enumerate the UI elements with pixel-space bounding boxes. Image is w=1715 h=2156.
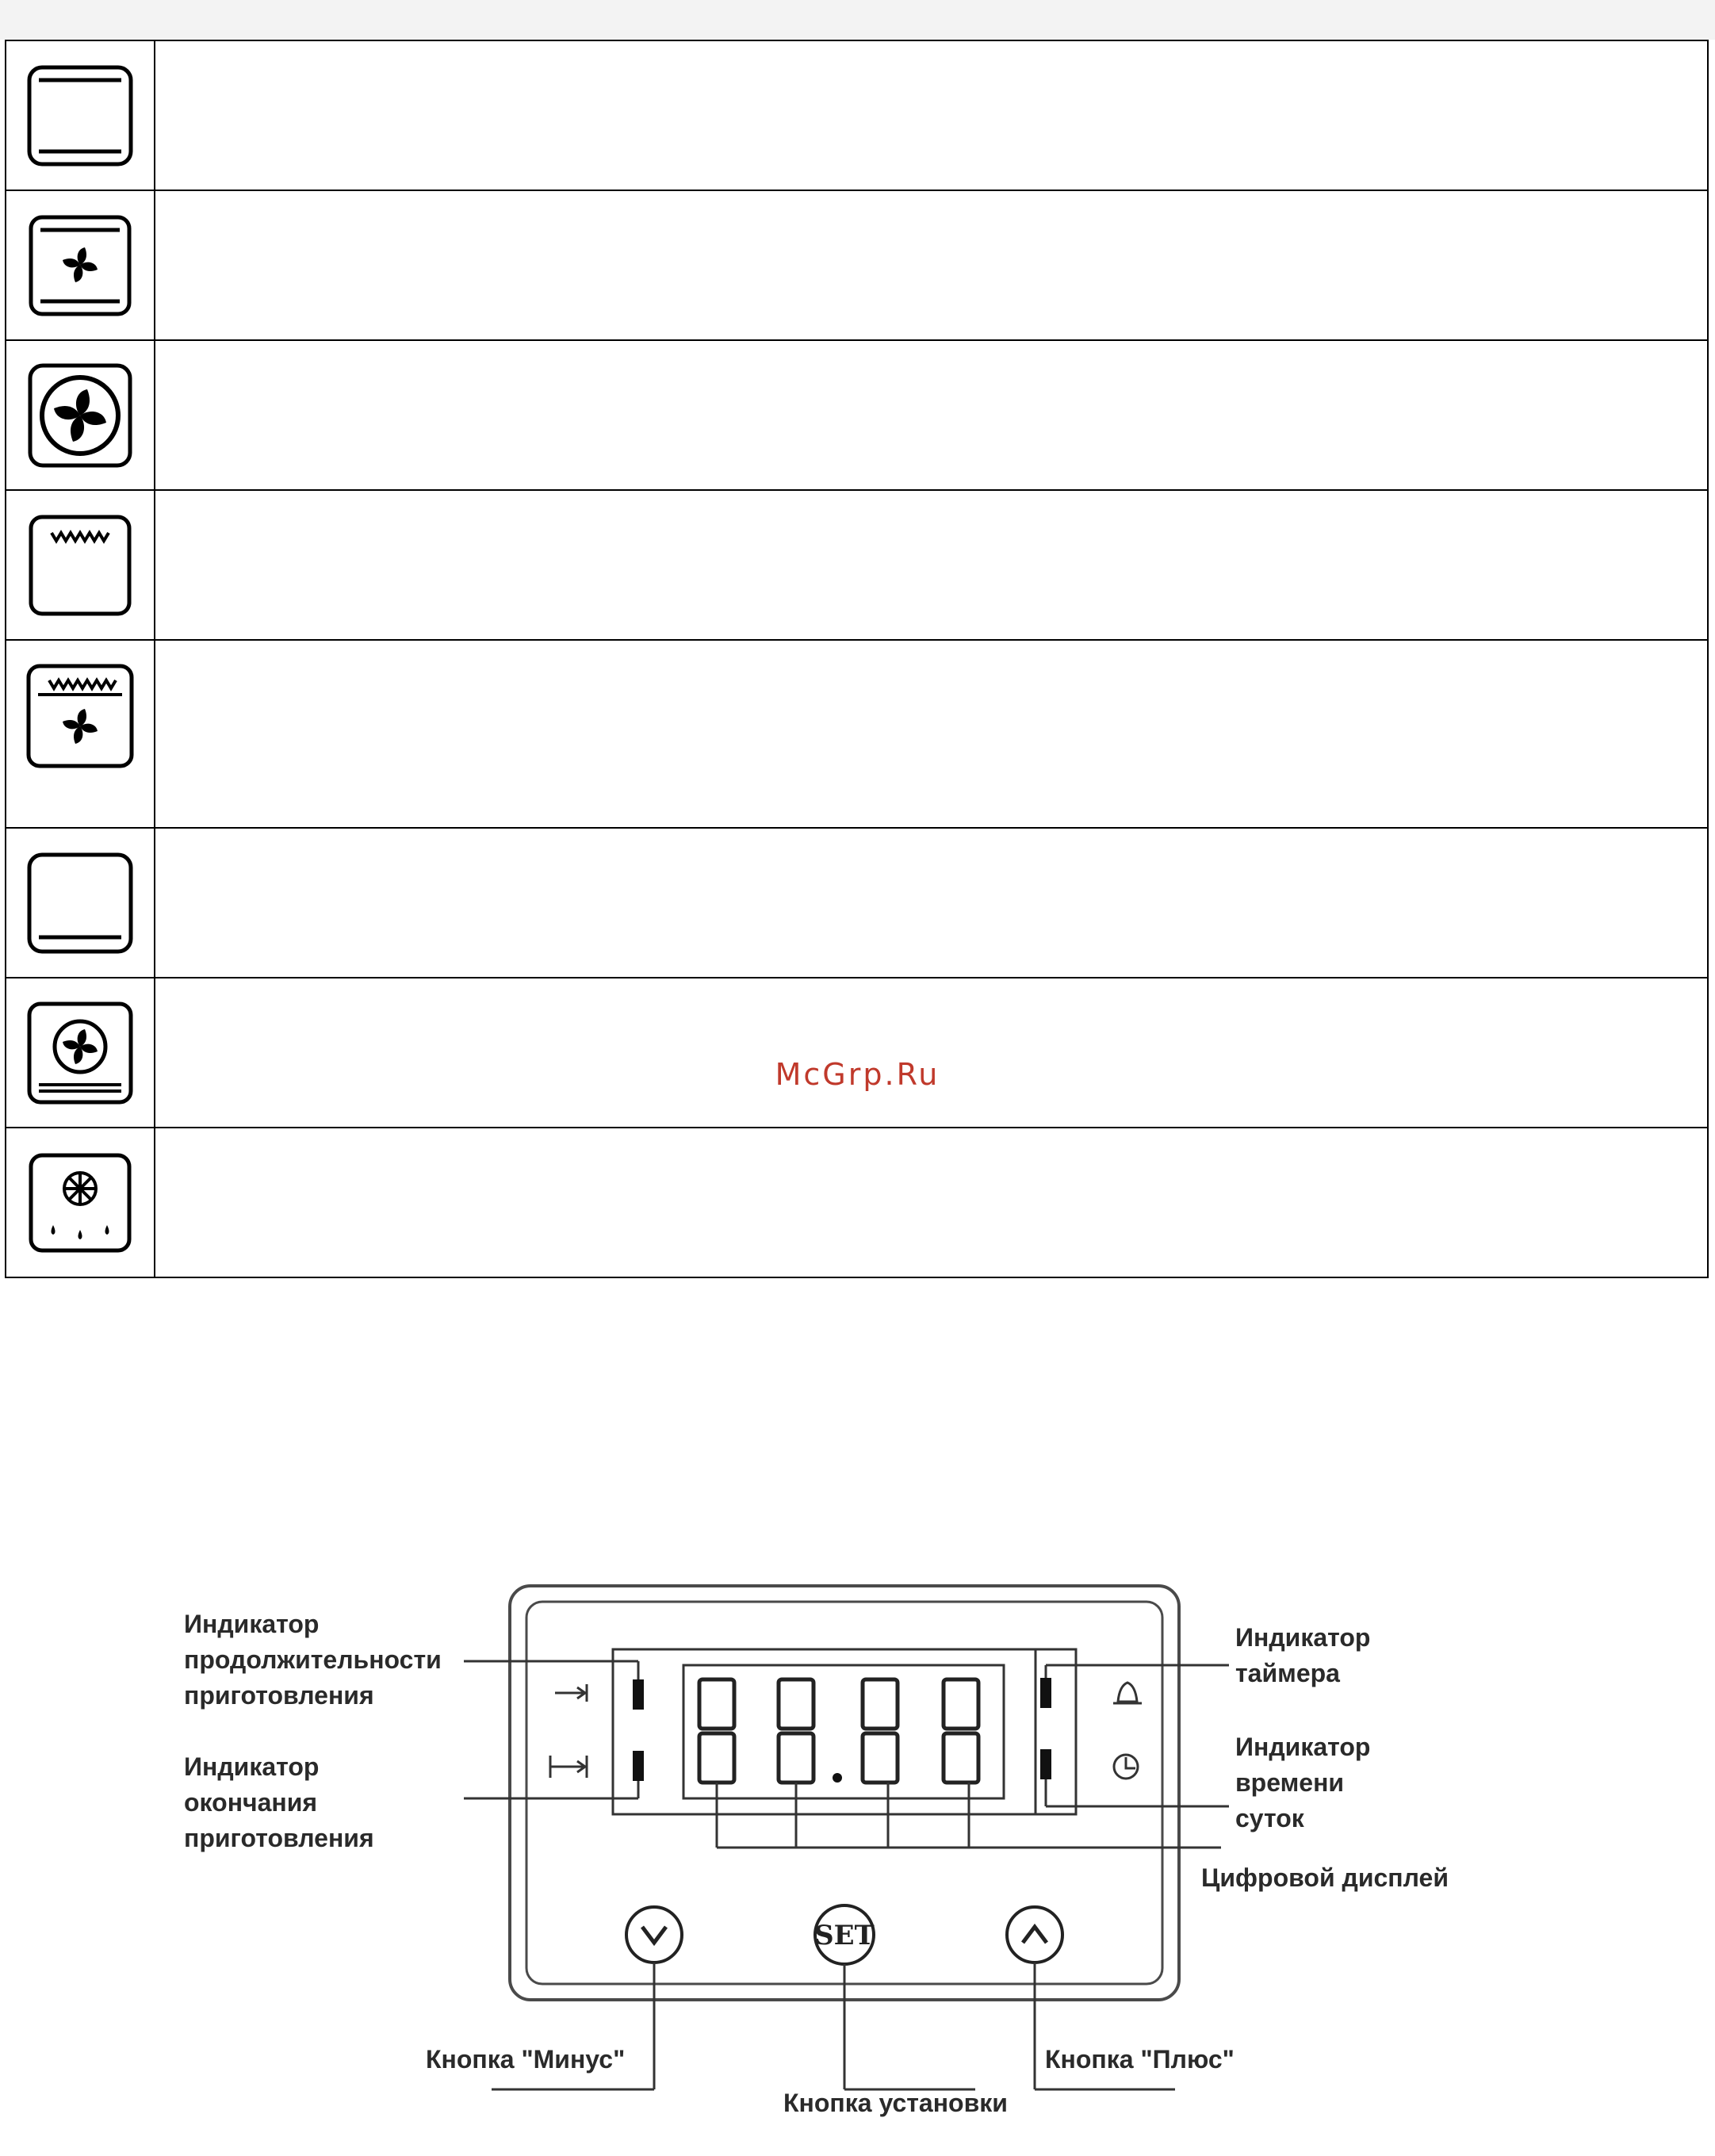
plus-button-label: Кнопка "Плюс" — [1045, 2045, 1235, 2074]
top-bar — [0, 0, 1715, 40]
set-button-label: SET — [814, 1920, 875, 1951]
mode-row — [6, 40, 1708, 190]
clock-icon — [1114, 1755, 1138, 1779]
duration-indicator-bar — [633, 1679, 644, 1710]
digit-4 — [944, 1679, 978, 1783]
control-panel-diagram — [0, 1546, 1715, 2156]
mode-icon-cell — [6, 1128, 155, 1277]
grill-fan-icon — [25, 663, 135, 769]
display-value: 88.88 — [845, 1788, 848, 1789]
mode-icon-cell — [6, 828, 155, 978]
defrost-icon — [28, 1152, 132, 1254]
fan-top-bottom-heat-icon — [28, 214, 132, 317]
mode-row — [6, 640, 1708, 828]
indicator-leader-lines — [464, 1661, 1229, 1806]
clock-indicator-bar — [1040, 1749, 1051, 1779]
mode-row — [6, 190, 1708, 340]
mode-icon-cell — [6, 978, 155, 1128]
timer-indicator-bar — [1040, 1678, 1051, 1708]
clock-indicator-label-3: суток — [1235, 1804, 1304, 1832]
mode-description — [155, 340, 1708, 490]
bottom-heat-icon — [26, 852, 134, 955]
ring-heater-fan-icon — [27, 362, 133, 469]
digital-display-label: Цифровой дисплей — [1201, 1863, 1449, 1892]
mode-row — [6, 490, 1708, 640]
timer-indicator-label-1: Индикатор — [1235, 1623, 1371, 1652]
clock-indicator-label-1: Индикатор — [1235, 1733, 1371, 1761]
minus-button-label: Кнопка "Минус" — [426, 2045, 626, 2074]
set-button[interactable] — [814, 1905, 875, 1964]
decimal-point — [833, 1773, 842, 1783]
mode-icon-cell — [6, 340, 155, 490]
mode-description — [155, 190, 1708, 340]
mode-description — [155, 828, 1708, 978]
duration-indicator-label-1: Индикатор — [184, 1610, 320, 1638]
end-indicator-bar — [633, 1751, 644, 1781]
end-indicator-label-2: окончания — [184, 1788, 318, 1817]
minus-button[interactable] — [626, 1907, 682, 1963]
digit-1 — [699, 1679, 734, 1783]
mode-description — [155, 490, 1708, 640]
mode-description — [155, 978, 1708, 1128]
mode-row — [6, 978, 1708, 1128]
digit-3 — [863, 1679, 898, 1783]
seven-segment-display — [699, 1679, 978, 1783]
mode-icon-cell — [6, 190, 155, 340]
set-button-caption: Кнопка установки — [783, 2089, 1008, 2117]
grill-icon — [28, 514, 132, 617]
mode-icon-cell — [6, 40, 155, 190]
oven-modes-table — [5, 40, 1709, 1278]
top-bottom-heat-icon — [26, 64, 134, 167]
mode-row — [6, 1128, 1708, 1277]
duration-arrow-icon — [555, 1684, 587, 1702]
clock-indicator-label-2: времени — [1235, 1768, 1345, 1797]
timer-indicator-label-2: таймера — [1235, 1659, 1340, 1687]
mode-description — [155, 1128, 1708, 1277]
mode-row — [6, 340, 1708, 490]
mode-icon-cell — [6, 640, 155, 828]
digit-2 — [779, 1679, 813, 1783]
end-arrow-icon — [550, 1756, 587, 1778]
end-indicator-label-1: Индикатор — [184, 1752, 320, 1781]
duration-indicator-label-2: продолжительности — [184, 1645, 442, 1674]
mode-icon-cell — [6, 490, 155, 640]
mode-row — [6, 828, 1708, 978]
mode-description — [155, 640, 1708, 828]
end-indicator-label-3: приготовления — [184, 1824, 374, 1852]
bell-icon — [1113, 1683, 1142, 1703]
watermark: McGrp.Ru — [775, 1057, 940, 1092]
mode-description — [155, 40, 1708, 190]
plus-button[interactable] — [1007, 1907, 1062, 1963]
duration-indicator-label-3: приготовления — [184, 1681, 374, 1710]
